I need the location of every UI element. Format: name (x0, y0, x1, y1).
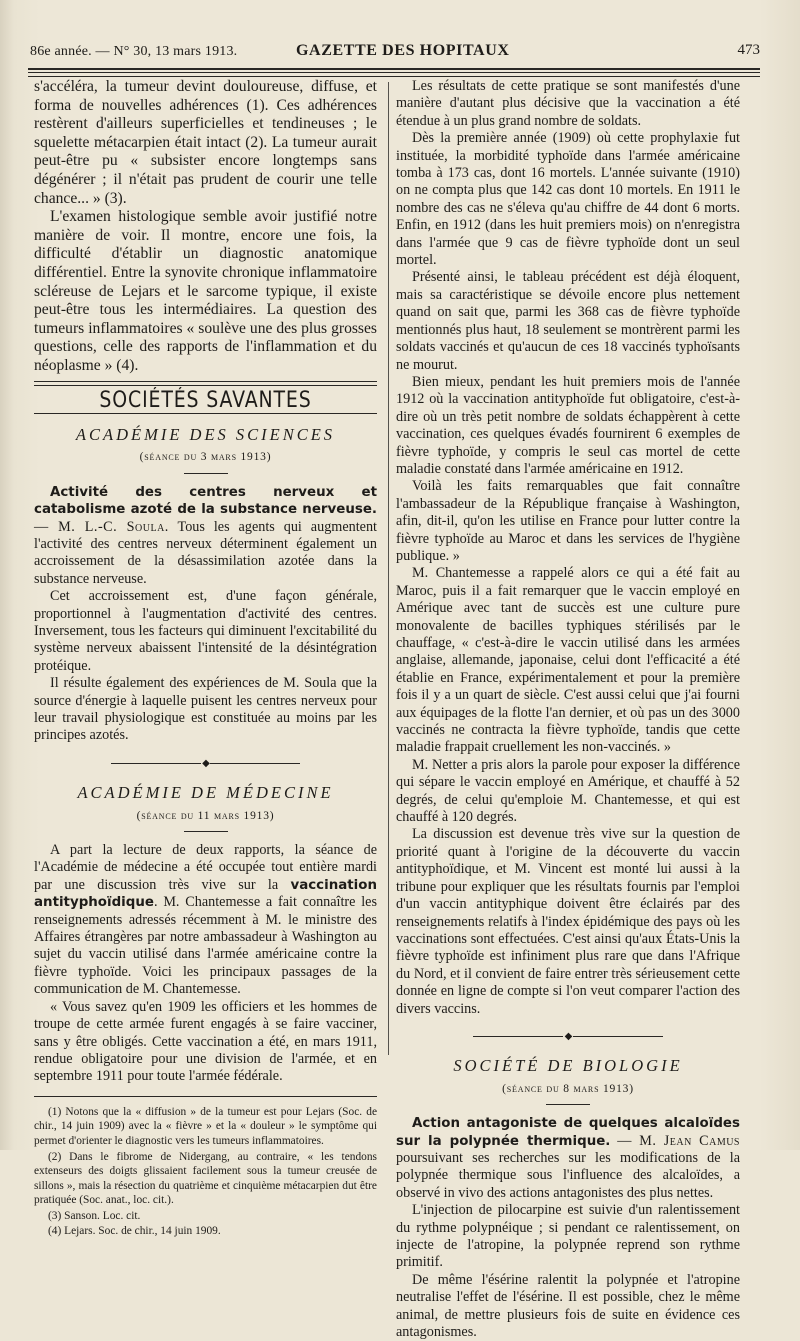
text-run: . M. Chantemesse a fait connaître les renseignements adressés récemment à M. le ministre des Affaires étrangères par notre ambassadeur à Washington au sujet du vaccin utilisé dans l'armée américaine contre la fièvre typhoïde. Voici les principaux passages de la communication de M. Chantemesse. (34, 894, 377, 998)
article-author: — M. L.-C. Soula. (34, 518, 169, 535)
article-title: Action antagoniste de quelques alcaloïdes sur la polypnée thermique. (396, 1116, 740, 1149)
footnote: (1) Notons que la « diffusion » de la tumeur est pour Lejars (Soc. de chir., 14 juin 1909) avec la « fièvre » et la « douleur » le symptôme qui permet d'orienter le diagnostic vers les tumeurs inflammatoires. (34, 1105, 377, 1147)
article-title: Activité des centres nerveux et catabolisme azoté de la substance nerveuse. (34, 484, 377, 518)
ornament-divider: ◆ (34, 755, 377, 772)
paragraph: Il résulte également des expériences de M. Soula que la source d'énergie à laquelle puisent les centres nerveux pour leur travail physiologique est constituée au moins par les principes azotés. (34, 675, 377, 744)
article-text: Tous les agents qui augmentent l'activité des centres nerveux déterminent également un accroissement de la désassimilation azotée dans la substance nerveuse. (34, 518, 377, 587)
footnote: (4) Lejars. Soc. de chir., 14 juin 1909. (48, 1225, 221, 1238)
paragraph: Les résultats de cette pratique se sont manifestés d'une manière d'autant plus décisive que la vaccination a été étendue à un plus grand nombre de soldats. (396, 78, 740, 129)
academy-heading: ACADÉMIE DES SCIENCES (75, 424, 336, 444)
short-rule (184, 831, 228, 832)
section-title: SOCIÉTÉS SAVANTES (99, 387, 312, 413)
header-rule-thin (28, 76, 760, 77)
ornament-divider: ◆ (396, 1028, 740, 1045)
session-date: (séance du 3 mars 1913) (139, 451, 272, 464)
paragraph: M. Netter a pris alors la parole pour exposer la différence qui sépare le vaccin employé en Amérique, et chauffé à 52 degrés, de celui qu'emploie M. Chantemesse, et qui est chauffé à 120 degrés. (396, 756, 740, 826)
paragraph: Dès la première année (1909) où cette prophylaxie fut instituée, la morbidité typhoïde dans l'armée américaine tomba à 173 cas, dont 16 mortels. L'année suivante (1910) on ne compta plus que 142 cas dont 10 mortels. En 1911 le nombre des cas ne s'éleva qu'au chiffre de 44 dont 6 morts. Enfin, en 1912 (dans les huit premiers mois) on n'enregistra dans l'armée que 9 cas de fièvre typhoïde dont un seul mortel. (396, 130, 740, 269)
footnotes (34, 1105, 377, 1239)
short-rule (184, 473, 228, 474)
paragraph: Présenté ainsi, le tableau précédent est déjà éloquent, mais sa caractéristique se dévoile encore plus nettement quand on sait que, parmi les 368 cas de fièvre typhoïde mentionnés plus haut, 18 seulement se montrèrent parmi les soldats vaccinés et qu'aucun de ces 18 vaccinés typhoïsants ne mourut. (396, 269, 740, 373)
academy-heading: ACADÉMIE DE MÉDECINE (77, 783, 334, 803)
bold-term: vaccination antityphoïdique (34, 877, 377, 911)
paragraph (34, 842, 377, 999)
paragraph: s'accéléra, la tumeur devint douloureuse, diffuse, et forma de nouvelles adhérences (1). Ces adhérences restèrent d'ailleurs superficielles et tendineuses ; le squelette métacarpien était intact (2). La tumeur aurait peut-être pu « subsister encore longtemps sans dégénérer ; il n'était pas prudent de courir une telle chance... » (3). (34, 78, 377, 207)
page-number: 473 (737, 42, 760, 58)
paragraph: « Vous savez qu'en 1909 les officiers et les hommes de troupe de cette armée furent engagés à se faire vacciner, sans y être obligés. Cette vaccination a été, en mars 1911, rendue obligatoire pour une division de l'armée, et en septembre 1911 pour toute l'armée fédérale. (34, 998, 377, 1085)
session-date: (séance du 11 mars 1913) (136, 809, 275, 822)
header-rule (28, 68, 760, 73)
section-rule (34, 413, 377, 414)
session-date: (séance du 8 mars 1913) (502, 1082, 634, 1095)
page-header (30, 40, 760, 66)
paragraph: Cet accroissement est, d'une façon générale, proportionnel à l'augmentation d'activité des centres. Inversement, tous les facteurs qui diminuent l'excitabilité du système nerveux abaissent l'intensité de la désintégration protéique. (34, 588, 377, 674)
right-column (396, 78, 740, 1341)
footnote: (3) Sanson. Loc. cit. (48, 1209, 141, 1222)
issue-info: 86e année. — N° 30, 13 mars 1913. (30, 44, 238, 59)
article-text: poursuivant ses recherches sur les modifications de la polypnée thermique sous l'influence des alcaloïdes, a observé in vivo des actions antagonistes des plus nettes. (396, 1149, 740, 1201)
paragraph (396, 1115, 740, 1202)
paragraph: M. Chantemesse a rappelé alors ce qui a été fait au Maroc, puis il a fait remarquer que le vaccin employé en Amérique avec tant de succès est une culture pure monovalente de bacilles typhiques stérilisés par le chauffage, « c'est-à-dire le vaccin utilisé dans les armées anglaise, allemande, japonaise, celui dont l'efficacité a été établie en France, expérimentalement et pour la première fois il y a un quart de siècle. C'est aussi celui que j'ai fourni aux équipages de la flotte l'an dernier, et où pas un des 3000 vaccinés ne contracta la fièvre typhoïde, tandis que cette maladie frappait cruellement les non-vaccinés. » (396, 565, 740, 756)
paragraph: Bien mieux, pendant les huit premiers mois de l'année 1912 où la vaccination antityphoïde fut obligatoire, c'est-à-dire où un très petit nombre de soldats échappèrent à cette vaccination, ces quelques évadés fournirent 6 exemples de fièvre typhoïde, y compris le seul cas mortel de cette maladie constaté dans l'armée américaine en 1912. (396, 373, 740, 477)
left-column (34, 78, 377, 1240)
journal-title: GAZETTE DES HOPITAUX (296, 42, 510, 59)
footnote-rule (34, 1096, 377, 1097)
paragraph: Voilà les faits remarquables que fait connaître l'ambassadeur de la République française à Washington, afin, dit-il, qu'on les utilise en France pour lutter contre la fièvre typhoïde au Maroc et dans les services de l'hygiène publique. » (396, 478, 740, 564)
paragraph (34, 484, 377, 588)
column-separator (388, 82, 389, 1055)
text-run: A part la lecture de deux rapports, la séance de l'Académie de médecine a été occupée tout entière mardi par une discussion très vive sur la (34, 842, 377, 893)
society-heading: SOCIÉTÉ DE BIOLOGIE (453, 1056, 683, 1076)
article-author: — M. Jean Camus (617, 1132, 740, 1149)
section-divider (34, 381, 377, 386)
short-rule (546, 1104, 590, 1105)
paragraph: L'injection de pilocarpine est suivie d'un ralentissement du rythme polypnéique ; si pendant ce ralentissement, on injecte de l'atropine, la polypnée reprend son rythme primitif. (396, 1202, 740, 1271)
footnote: (2) Dans le fibrome de Nidergang, au contraire, « les tendons extenseurs des doigts glissaient facilement sous la tumeur creusée de sillons », mais la résection du quatrième et cinquième métacarpien dut être pratiquée (Soc. anat., loc. cit.). (34, 1150, 377, 1207)
paragraph: La discussion est devenue très vive sur la question de priorité quant à l'origine de la découverte du vaccin antityphoïdique, et M. Vincent est monté lui aussi à la tribune pour expliquer que les résultats fournis par l'emploi d'un vaccin antityphique doivent être éclairés par des renseignements relatifs à l'index épidémique des pays où les vaccinations sont effectuées. C'est ainsi qu'aux États-Unis la fièvre typhoïde est infiniment plus rare que dans l'Afrique du Nord, et il convient de faire entrer très sérieusement cette donnée en ligne de compte si l'on veut comparer l'action des divers vaccins. (396, 826, 740, 1017)
paragraph: L'examen histologique semble avoir justifié notre manière de voir. Il montre, encore une fois, la difficulté d'établir un diagnostic anatomique différentiel. Entre la synovite chronique inflammatoire scléreuse de Lejars et le sarcome typique, il existe peut-être tous les intermédiaires. La question des tumeurs inflammatoires « soulève une des plus grosses questions, celle des rapports de l'inflammation et du néoplasme » (4). (34, 208, 377, 374)
paragraph: De même l'ésérine ralentit la polypnée et l'atropine neutralise l'effet de l'ésérine. Il est possible, chez le même animal, de mettre plusieurs fois de suite en évidence ces antagonismes. (396, 1271, 740, 1341)
